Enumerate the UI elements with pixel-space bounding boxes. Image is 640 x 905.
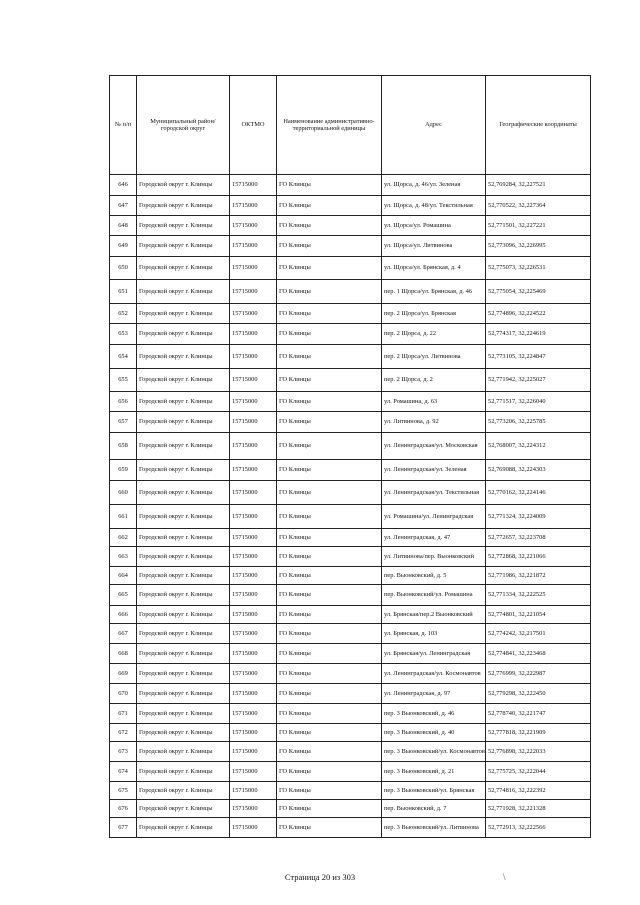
header-unit-name: Наименование административно-территориальной единицы xyxy=(277,76,382,175)
cell-oktmo: 15715000 xyxy=(230,529,277,547)
cell-coordinates: 52,773105, 32,224847 xyxy=(486,345,591,369)
cell-address: пер. 2 Щорса/ул. Литвинова xyxy=(382,345,486,369)
table-row xyxy=(110,704,591,724)
table-row xyxy=(110,624,591,644)
table-row xyxy=(110,529,591,547)
cell-municipality: Городской округ г. Клинцы xyxy=(137,606,230,624)
cell-oktmo: 15715000 xyxy=(230,606,277,624)
table-row xyxy=(110,762,591,782)
cell-address: ул. Щорса/ул. Брянская, д. 4 xyxy=(382,257,486,280)
cell-address: ул. Брянская/пер.2 Выонковский xyxy=(382,606,486,624)
cell-oktmo: 15715000 xyxy=(230,742,277,762)
cell-number: 648 xyxy=(110,216,137,236)
cell-oktmo: 15715000 xyxy=(230,175,277,196)
cell-address: пер. 2 Щорса, д. 2 xyxy=(382,369,486,392)
cell-unit-name: ГО Клинцы xyxy=(277,481,382,505)
cell-municipality: Городской округ г. Клинцы xyxy=(137,280,230,304)
cell-address: пер. 2 Щорса/ул. Брянская xyxy=(382,304,486,324)
cell-oktmo: 15715000 xyxy=(230,585,277,606)
cell-coordinates: 52,776898, 32,222033 xyxy=(486,742,591,762)
cell-number: 662 xyxy=(110,529,137,547)
cell-municipality: Городской округ г. Клинцы xyxy=(137,644,230,664)
table-row xyxy=(110,216,591,236)
page-counter: Страница 20 из 303 xyxy=(284,872,356,882)
table-row xyxy=(110,724,591,742)
cell-municipality: Городской округ г. Клинцы xyxy=(137,304,230,324)
cell-oktmo: 15715000 xyxy=(230,724,277,742)
table-row xyxy=(110,460,591,481)
cell-oktmo: 15715000 xyxy=(230,345,277,369)
cell-oktmo: 15715000 xyxy=(230,505,277,529)
cell-unit-name: ГО Клинцы xyxy=(277,304,382,324)
cell-coordinates: 52,771501, 32,227221 xyxy=(486,216,591,236)
cell-coordinates: 52,771334, 32,222525 xyxy=(486,585,591,606)
cell-unit-name: ГО Клинцы xyxy=(277,585,382,606)
table-row xyxy=(110,481,591,505)
cell-unit-name: ГО Клинцы xyxy=(277,460,382,481)
table-row xyxy=(110,392,591,412)
cell-oktmo: 15715000 xyxy=(230,216,277,236)
cell-address: ул. Щорса, д. 48/ул. Текстильная xyxy=(382,196,486,216)
cell-unit-name: ГО Клинцы xyxy=(277,624,382,644)
cell-unit-name: ГО Клинцы xyxy=(277,762,382,782)
header-oktmo: ОКТМО xyxy=(230,76,277,175)
cell-address: ул. Ромашина/ул. Ленинградская xyxy=(382,505,486,529)
cell-address: ул. Щорса/ул. Ромашина xyxy=(382,216,486,236)
cell-number: 652 xyxy=(110,304,137,324)
cell-oktmo: 15715000 xyxy=(230,782,277,800)
cell-municipality: Городской округ г. Клинцы xyxy=(137,216,230,236)
cell-municipality: Городской округ г. Клинцы xyxy=(137,236,230,257)
table-row xyxy=(110,818,591,838)
cell-municipality: Городской округ г. Клинцы xyxy=(137,818,230,838)
coordinates-table xyxy=(109,75,591,838)
cell-number: 650 xyxy=(110,257,137,280)
cell-municipality: Городской округ г. Клинцы xyxy=(137,175,230,196)
cell-number: 664 xyxy=(110,567,137,585)
cell-number: 676 xyxy=(110,800,137,818)
cell-unit-name: ГО Клинцы xyxy=(277,742,382,762)
cell-address: пер. Выонковский, д. 7 xyxy=(382,800,486,818)
cell-number: 658 xyxy=(110,433,137,460)
cell-unit-name: ГО Клинцы xyxy=(277,606,382,624)
cell-municipality: Городской округ г. Клинцы xyxy=(137,392,230,412)
cell-coordinates: 52,771942, 32,225027 xyxy=(486,369,591,392)
cell-coordinates: 52,774801, 32,221054 xyxy=(486,606,591,624)
header-address: Адрес xyxy=(382,76,486,175)
cell-unit-name: ГО Клинцы xyxy=(277,324,382,345)
cell-unit-name: ГО Клинцы xyxy=(277,433,382,460)
cell-municipality: Городской округ г. Клинцы xyxy=(137,585,230,606)
cell-unit-name: ГО Клинцы xyxy=(277,644,382,664)
cell-unit-name: ГО Клинцы xyxy=(277,196,382,216)
cell-coordinates: 52,773096, 32,226995 xyxy=(486,236,591,257)
table-row xyxy=(110,412,591,433)
cell-number: 661 xyxy=(110,505,137,529)
cell-number: 669 xyxy=(110,664,137,684)
cell-address: ул. Щорса/ул. Литвинова xyxy=(382,236,486,257)
cell-unit-name: ГО Клинцы xyxy=(277,547,382,567)
cell-address: ул. Литвинова/пер. Выонковский xyxy=(382,547,486,567)
cell-oktmo: 15715000 xyxy=(230,684,277,704)
header-municipality: Муниципальный район/городской округ xyxy=(137,76,230,175)
cell-number: 660 xyxy=(110,481,137,505)
cell-number: 649 xyxy=(110,236,137,257)
cell-address: ул. Ленинградская/ул. Московская xyxy=(382,433,486,460)
cell-unit-name: ГО Клинцы xyxy=(277,392,382,412)
cell-number: 674 xyxy=(110,762,137,782)
table-row xyxy=(110,800,591,818)
cell-address: пер. 1 Щорса/ул. Брянская, д. 46 xyxy=(382,280,486,304)
cell-address: ул. Литвинова, д. 92 xyxy=(382,412,486,433)
table-row xyxy=(110,644,591,664)
cell-oktmo: 15715000 xyxy=(230,644,277,664)
cell-coordinates: 52,771986, 32,221872 xyxy=(486,567,591,585)
cell-coordinates: 52,772868, 32,221066 xyxy=(486,547,591,567)
cell-oktmo: 15715000 xyxy=(230,196,277,216)
cell-coordinates: 52,775725, 32,222044 xyxy=(486,762,591,782)
cell-unit-name: ГО Клинцы xyxy=(277,216,382,236)
cell-address: пер. 2 Щорса, д. 22 xyxy=(382,324,486,345)
cell-municipality: Городской округ г. Клинцы xyxy=(137,257,230,280)
cell-unit-name: ГО Клинцы xyxy=(277,664,382,684)
cell-number: 651 xyxy=(110,280,137,304)
cell-address: ул. Ленинградская, д. 47 xyxy=(382,529,486,547)
cell-number: 647 xyxy=(110,196,137,216)
cell-municipality: Городской округ г. Клинцы xyxy=(137,345,230,369)
cell-number: 666 xyxy=(110,606,137,624)
cell-unit-name: ГО Клинцы xyxy=(277,412,382,433)
cell-oktmo: 15715000 xyxy=(230,324,277,345)
table-row xyxy=(110,606,591,624)
cell-municipality: Городской округ г. Клинцы xyxy=(137,762,230,782)
table-row xyxy=(110,369,591,392)
cell-address: пер. 3 Выонковский, д. 21 xyxy=(382,762,486,782)
cell-unit-name: ГО Клинцы xyxy=(277,704,382,724)
cell-oktmo: 15715000 xyxy=(230,280,277,304)
table-row xyxy=(110,567,591,585)
cell-oktmo: 15715000 xyxy=(230,257,277,280)
cell-number: 670 xyxy=(110,684,137,704)
cell-coordinates: 52,769284, 32,227521 xyxy=(486,175,591,196)
cell-unit-name: ГО Клинцы xyxy=(277,280,382,304)
table-row xyxy=(110,257,591,280)
cell-address: пер. Выонковский, д. 5 xyxy=(382,567,486,585)
cell-unit-name: ГО Клинцы xyxy=(277,684,382,704)
cell-coordinates: 52,774317, 32,224619 xyxy=(486,324,591,345)
cell-address: ул. Ленинградская/ул. Текстильная xyxy=(382,481,486,505)
table-row xyxy=(110,236,591,257)
cell-number: 677 xyxy=(110,818,137,838)
cell-number: 657 xyxy=(110,412,137,433)
cell-municipality: Городской округ г. Клинцы xyxy=(137,547,230,567)
cell-address: пер. 3 Выонковский/ул. Брянская xyxy=(382,782,486,800)
table-header-row xyxy=(110,76,591,175)
cell-number: 663 xyxy=(110,547,137,567)
cell-address: ул. Ленинградская/ул. Зеленая xyxy=(382,460,486,481)
table-row xyxy=(110,664,591,684)
cell-municipality: Городской округ г. Клинцы xyxy=(137,324,230,345)
header-coordinates: Географические координаты xyxy=(486,76,591,175)
cell-address: пер. 3 Выонковский, д. 46 xyxy=(382,704,486,724)
cell-oktmo: 15715000 xyxy=(230,236,277,257)
cell-municipality: Городской округ г. Клинцы xyxy=(137,196,230,216)
cell-number: 675 xyxy=(110,782,137,800)
cell-address: ул. Ленинградская, д. 97 xyxy=(382,684,486,704)
cell-oktmo: 15715000 xyxy=(230,704,277,724)
cell-number: 646 xyxy=(110,175,137,196)
cell-municipality: Городской округ г. Клинцы xyxy=(137,724,230,742)
cell-unit-name: ГО Клинцы xyxy=(277,505,382,529)
table-row xyxy=(110,547,591,567)
cell-unit-name: ГО Клинцы xyxy=(277,567,382,585)
cell-number: 672 xyxy=(110,724,137,742)
cell-municipality: Городской округ г. Клинцы xyxy=(137,664,230,684)
cell-address: ул. Брянская, д. 103 xyxy=(382,624,486,644)
scan-mark: \ xyxy=(503,872,506,882)
cell-municipality: Городской округ г. Клинцы xyxy=(137,529,230,547)
table-row xyxy=(110,196,591,216)
cell-address: пер. Выонковский/ул. Ромашина xyxy=(382,585,486,606)
table-row xyxy=(110,742,591,762)
cell-coordinates: 52,771928, 32,221328 xyxy=(486,800,591,818)
cell-unit-name: ГО Клинцы xyxy=(277,257,382,280)
cell-coordinates: 52,770522, 32,227364 xyxy=(486,196,591,216)
cell-coordinates: 52,773206, 32,225785 xyxy=(486,412,591,433)
cell-oktmo: 15715000 xyxy=(230,624,277,644)
table-row xyxy=(110,505,591,529)
cell-address: пер. 3 Выонковский, д. 40 xyxy=(382,724,486,742)
cell-unit-name: ГО Клинцы xyxy=(277,800,382,818)
cell-coordinates: 52,770162, 32,224146 xyxy=(486,481,591,505)
cell-address: пер. 3 Выонковский/ул. Космонавтов xyxy=(382,742,486,762)
cell-coordinates: 52,771324, 32,224009 xyxy=(486,505,591,529)
cell-coordinates: 52,772913, 32,222566 xyxy=(486,818,591,838)
cell-coordinates: 52,771517, 32,226040 xyxy=(486,392,591,412)
cell-oktmo: 15715000 xyxy=(230,460,277,481)
cell-oktmo: 15715000 xyxy=(230,800,277,818)
cell-coordinates: 52,769088, 32,224303 xyxy=(486,460,591,481)
cell-coordinates: 52,777818, 32,221909 xyxy=(486,724,591,742)
cell-number: 667 xyxy=(110,624,137,644)
cell-coordinates: 52,776999, 32,222987 xyxy=(486,664,591,684)
cell-oktmo: 15715000 xyxy=(230,304,277,324)
cell-oktmo: 15715000 xyxy=(230,481,277,505)
cell-coordinates: 52,772657, 32,223708 xyxy=(486,529,591,547)
cell-oktmo: 15715000 xyxy=(230,818,277,838)
cell-oktmo: 15715000 xyxy=(230,762,277,782)
cell-municipality: Городской округ г. Клинцы xyxy=(137,684,230,704)
cell-municipality: Городской округ г. Клинцы xyxy=(137,433,230,460)
table-row xyxy=(110,345,591,369)
cell-municipality: Городской округ г. Клинцы xyxy=(137,460,230,481)
table-row xyxy=(110,585,591,606)
table-row xyxy=(110,433,591,460)
cell-number: 665 xyxy=(110,585,137,606)
cell-coordinates: 52,775054, 32,225469 xyxy=(486,280,591,304)
cell-number: 673 xyxy=(110,742,137,762)
table-row xyxy=(110,304,591,324)
cell-oktmo: 15715000 xyxy=(230,369,277,392)
cell-municipality: Городской округ г. Клинцы xyxy=(137,481,230,505)
cell-unit-name: ГО Клинцы xyxy=(277,782,382,800)
table-row xyxy=(110,782,591,800)
cell-number: 656 xyxy=(110,392,137,412)
cell-coordinates: 52,779298, 32,222450 xyxy=(486,684,591,704)
cell-unit-name: ГО Клинцы xyxy=(277,724,382,742)
cell-municipality: Городской округ г. Клинцы xyxy=(137,742,230,762)
cell-unit-name: ГО Клинцы xyxy=(277,236,382,257)
cell-unit-name: ГО Клинцы xyxy=(277,369,382,392)
cell-oktmo: 15715000 xyxy=(230,547,277,567)
cell-unit-name: ГО Клинцы xyxy=(277,529,382,547)
table-row xyxy=(110,684,591,704)
cell-number: 668 xyxy=(110,644,137,664)
cell-unit-name: ГО Клинцы xyxy=(277,345,382,369)
cell-municipality: Городской округ г. Клинцы xyxy=(137,782,230,800)
cell-oktmo: 15715000 xyxy=(230,433,277,460)
cell-municipality: Городской округ г. Клинцы xyxy=(137,800,230,818)
table-row xyxy=(110,280,591,304)
cell-address: пер. 3 Выонковский/ул. Литвинова xyxy=(382,818,486,838)
cell-address: ул. Брянская/ул. Ленинградская xyxy=(382,644,486,664)
cell-coordinates: 52,774242, 32,217501 xyxy=(486,624,591,644)
cell-number: 654 xyxy=(110,345,137,369)
cell-address: ул. Щорса, д. 46/ул. Зеленая xyxy=(382,175,486,196)
cell-municipality: Городской округ г. Клинцы xyxy=(137,704,230,724)
cell-oktmo: 15715000 xyxy=(230,412,277,433)
cell-oktmo: 15715000 xyxy=(230,567,277,585)
table-row xyxy=(110,324,591,345)
cell-coordinates: 52,775073, 32,226531 xyxy=(486,257,591,280)
cell-municipality: Городской округ г. Клинцы xyxy=(137,369,230,392)
cell-unit-name: ГО Клинцы xyxy=(277,818,382,838)
cell-number: 671 xyxy=(110,704,137,724)
header-number: № п/п xyxy=(110,76,137,175)
cell-municipality: Городской округ г. Клинцы xyxy=(137,624,230,644)
cell-unit-name: ГО Клинцы xyxy=(277,175,382,196)
cell-number: 655 xyxy=(110,369,137,392)
cell-coordinates: 52,774841, 32,223468 xyxy=(486,644,591,664)
cell-address: ул. Ленинградская/ул. Космонавтов xyxy=(382,664,486,684)
cell-coordinates: 52,768007, 32,224312 xyxy=(486,433,591,460)
cell-coordinates: 52,778740, 32,221747 xyxy=(486,704,591,724)
cell-coordinates: 52,774896, 32,224522 xyxy=(486,304,591,324)
cell-municipality: Городской округ г. Клинцы xyxy=(137,567,230,585)
cell-municipality: Городской округ г. Клинцы xyxy=(137,505,230,529)
cell-oktmo: 15715000 xyxy=(230,664,277,684)
cell-number: 653 xyxy=(110,324,137,345)
cell-municipality: Городской округ г. Клинцы xyxy=(137,412,230,433)
table-row xyxy=(110,175,591,196)
cell-address: ул. Ромашина, д. 63 xyxy=(382,392,486,412)
cell-coordinates: 52,774816, 32,222392 xyxy=(486,782,591,800)
cell-number: 659 xyxy=(110,460,137,481)
cell-oktmo: 15715000 xyxy=(230,392,277,412)
